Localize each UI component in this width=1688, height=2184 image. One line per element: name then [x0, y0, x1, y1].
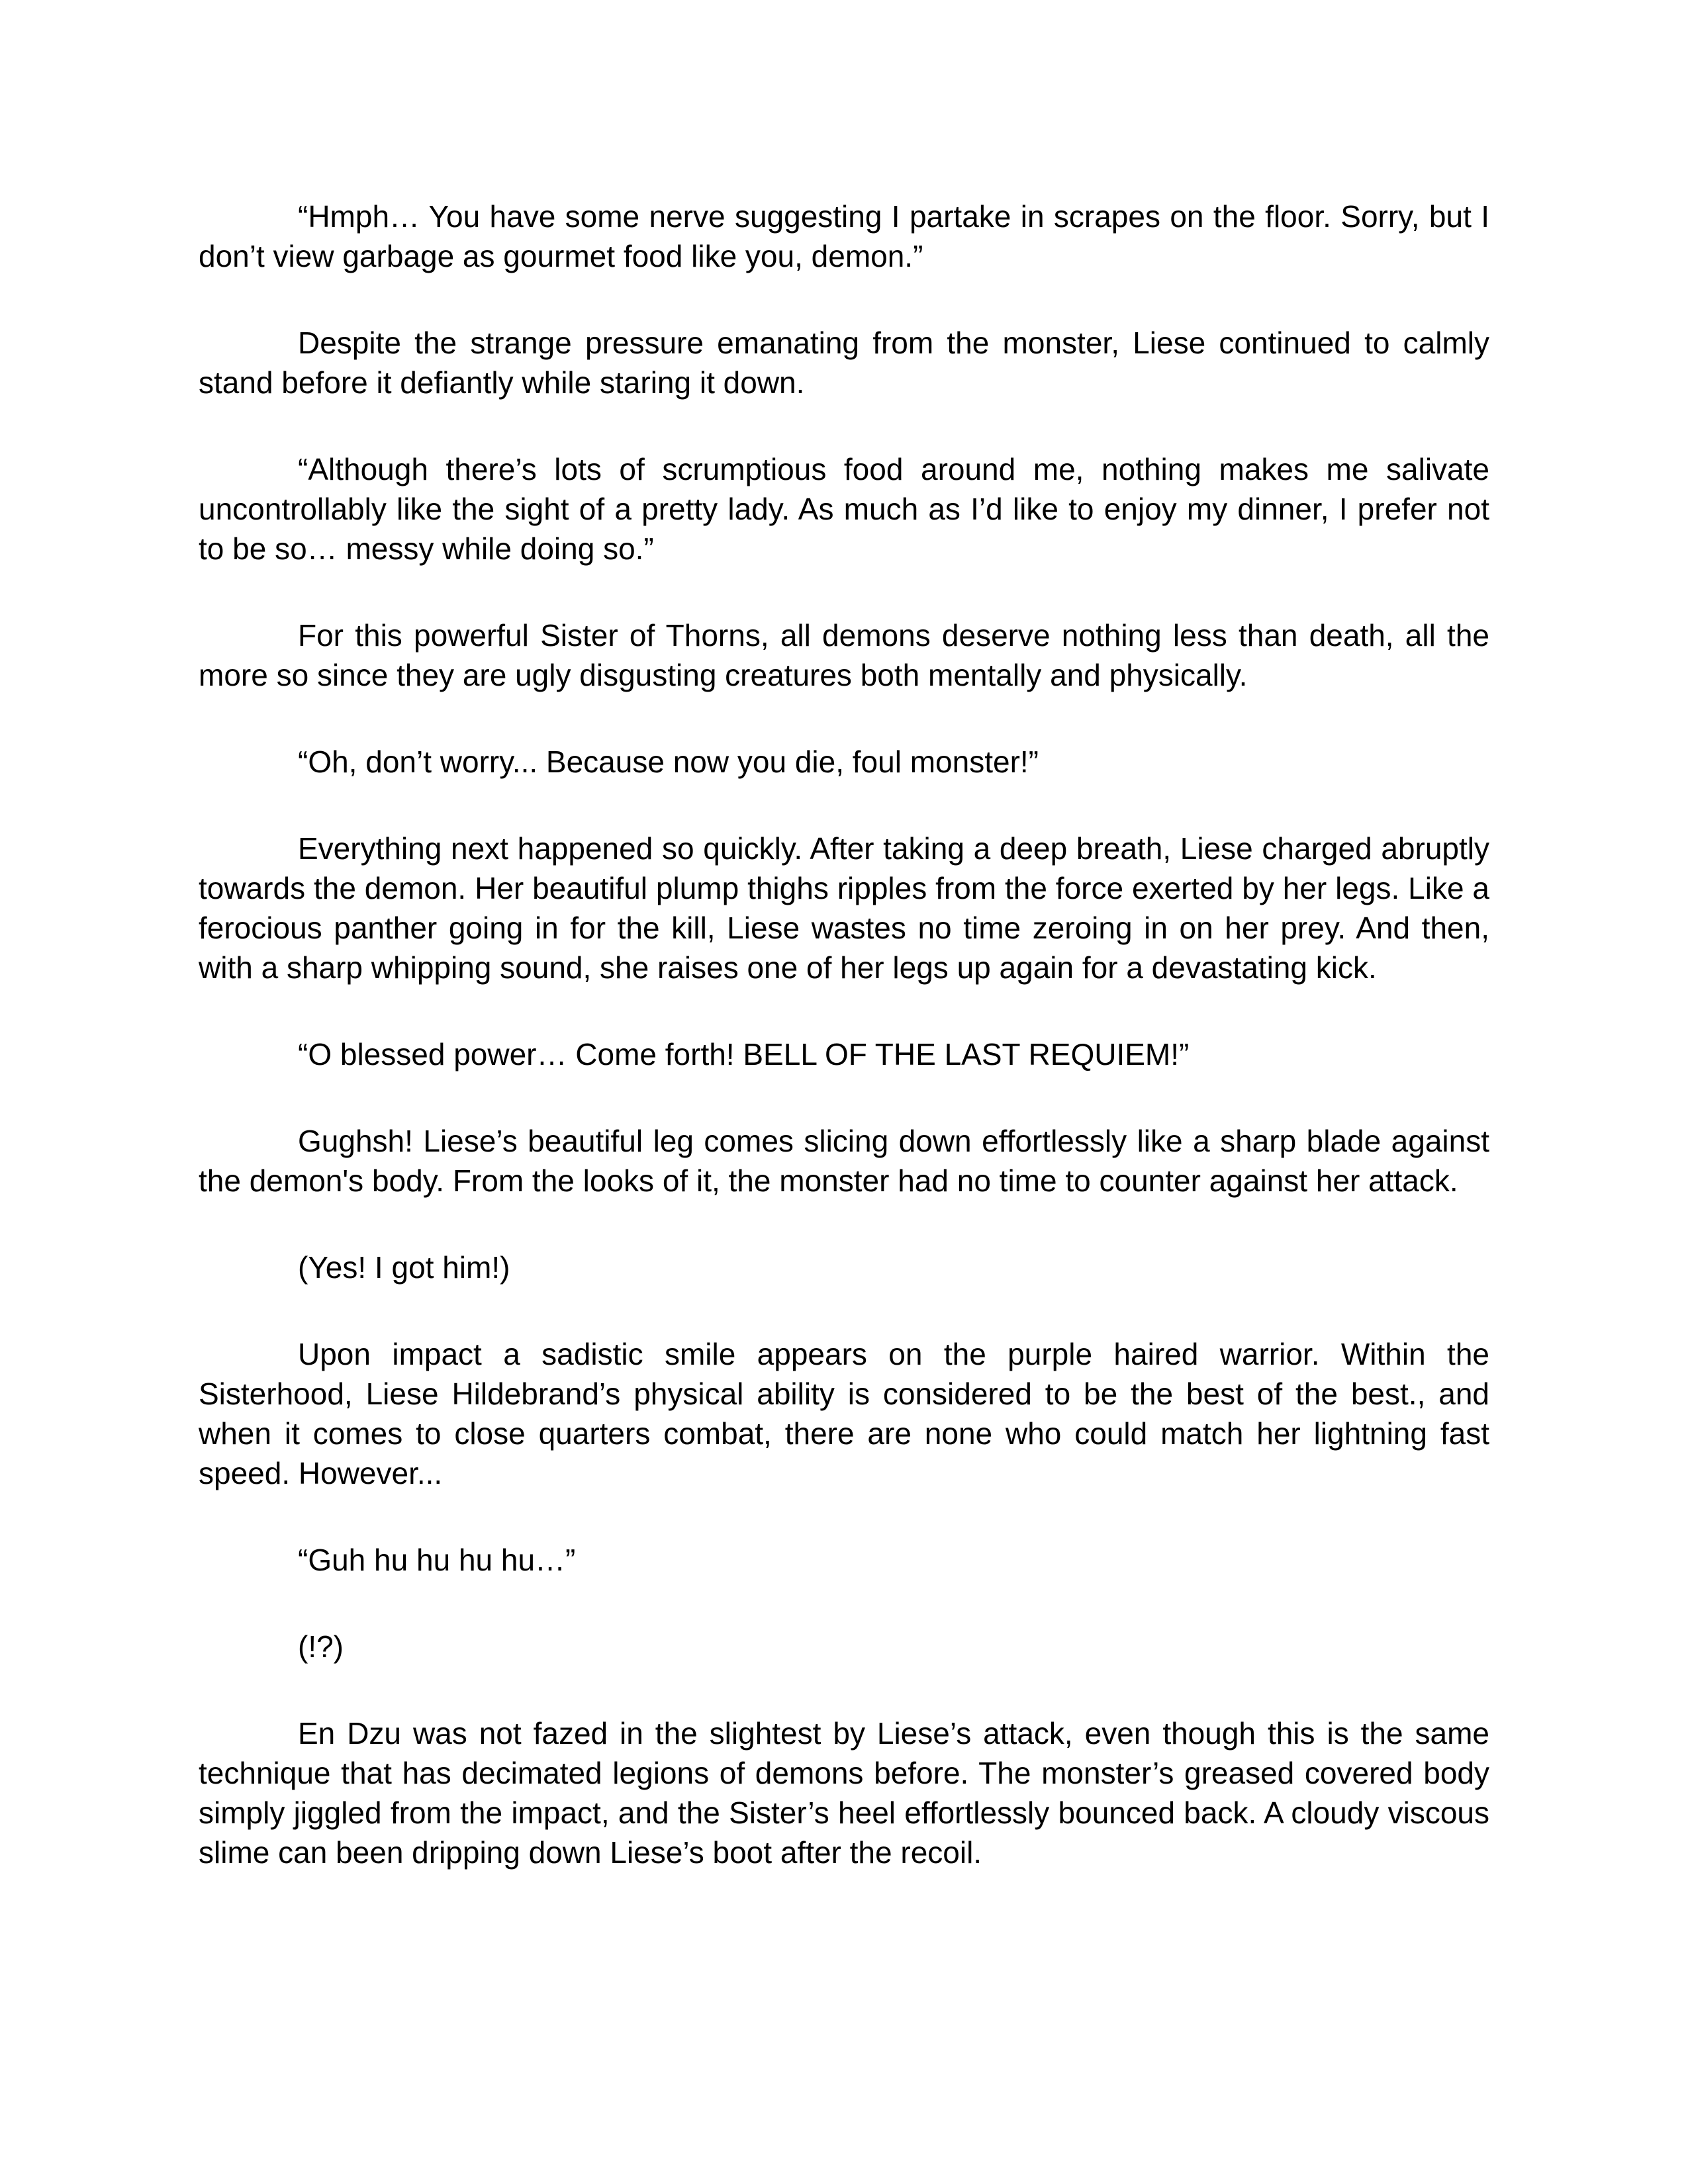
paragraph: Everything next happened so quickly. After taking a deep breath, Liese charged abruptly towards the demon. Her beautiful plump thighs ripples from the force exerted by her legs. Like a ferocious panther going in for the kill, Liese wastes no time zeroing in on her prey. And then, with a sharp whipping sound, she raises one of her legs up again for a devastating kick. [199, 831, 1489, 985]
paragraph: Gughsh! Liese’s beautiful leg comes slicing down effortlessly like a sharp blade against the demon's body. From the looks of it, the monster had no time to counter against her attack. [199, 1124, 1489, 1198]
paragraph: (Yes! I got him!) [298, 1250, 510, 1285]
paragraph: “Guh hu hu hu hu…” [298, 1543, 576, 1577]
paragraph: “Oh, don’t worry... Because now you die, foul monster!” [298, 745, 1039, 779]
page-text [199, 197, 1489, 1872]
paragraph: “O blessed power… Come forth! BELL OF THE LAST REQUIEM!” [298, 1037, 1190, 1071]
paragraph: Upon impact a sadistic smile appears on the purple haired warrior. Within the Sisterhood, Liese Hildebrand’s physical ability is considered to be the best of the best., and when it comes to close quarters combat, there are none who could match her lightning fast speed. However... [199, 1337, 1489, 1490]
paragraph: “Hmph… You have some nerve suggesting I partake in scrapes on the floor. Sorry, but I don’t view garbage as gourmet food like you, demon.” [199, 199, 1489, 273]
paragraph: Despite the strange pressure emanating from the monster, Liese continued to calmly stand before it defiantly while staring it down. [199, 326, 1489, 400]
paragraph: For this powerful Sister of Thorns, all demons deserve nothing less than death, all the more so since they are ugly disgusting creatures both mentally and physically. [199, 618, 1489, 692]
paragraph: “Although there’s lots of scrumptious food around me, nothing makes me salivate uncontrollably like the sight of a pretty lady. As much as I’d like to enjoy my dinner, I prefer not to be so… messy while doing so.” [199, 452, 1489, 566]
paragraph: (!?) [298, 1629, 344, 1664]
paragraph: En Dzu was not fazed in the slightest by Liese’s attack, even though this is the same technique that has decimated legions of demons before. The monster’s greased covered body simply jiggled from the impact, and the Sister’s heel effortlessly bounced back. A cloudy viscous slime can been dripping down Liese’s boot after the recoil. [199, 1716, 1489, 1870]
